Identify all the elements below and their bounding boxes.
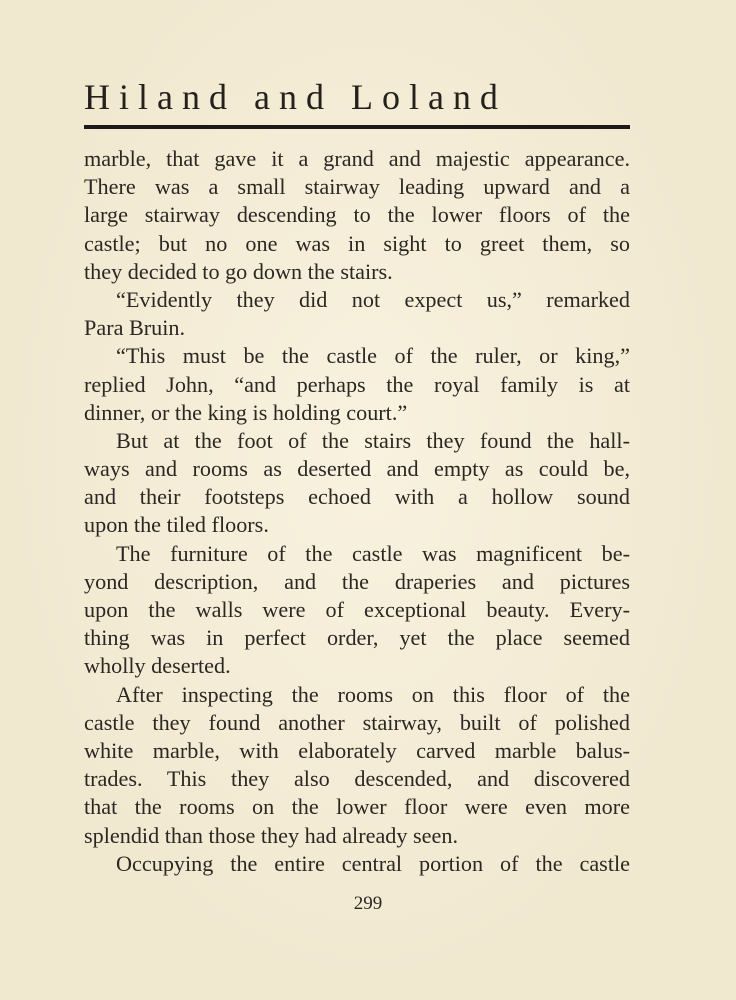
text-line: upon the tiled floors. [84,512,269,538]
text-line: and their footsteps echoed with a hollow sound [84,484,630,510]
text-line: There was a small stairway leading upward and a [84,174,630,200]
page-number: 299 [353,893,383,914]
text-line: Para Bruin. [84,315,186,341]
text-line: they decided to go down the stairs. [84,258,393,284]
text-line: dinner, or the king is holding court.” [84,399,408,425]
text-line: wholly deserted. [84,653,231,679]
text-line: thing was in perfect order, yet the place seemed [84,625,630,651]
text-line: white marble, with elaborately carved marble balus- [84,737,630,763]
text-line: “Evidently they did not expect us,” remarked [116,286,630,312]
text-line: splendid than those they had already seen. [84,822,458,848]
text-line: upon the walls were of exceptional beauty. Every- [84,597,630,622]
text-line: Occupying the entire central portion of the castle [116,850,630,876]
text-line: trades. This they also descended, and discovered [84,766,630,792]
text-line: “This must be the castle of the ruler, or king,” [116,343,630,369]
text-line: After inspecting the rooms on this floor of the [116,681,630,707]
text-line: yond description, and the draperies and pictures [84,568,630,594]
text-line: replied John, “and perhaps the royal family is at [84,371,630,397]
running-head: Hiland and Loland [84,77,507,117]
text-line: The furniture of the castle was magnificent be- [116,540,630,566]
text-line: ways and rooms as deserted and empty as could be, [84,456,630,482]
text-line: large stairway descending to the lower floors of the [84,202,630,228]
body-text [84,145,630,878]
text-line: that the rooms on the lower floor were even more [84,794,630,820]
text-line: castle they found another stairway, built of polished [84,709,630,735]
text-line: marble, that gave it a grand and majestic appearance. [84,146,630,171]
header-rule [84,125,630,129]
text-line: castle; but no one was in sight to greet them, so [84,230,630,256]
text-line: But at the foot of the stairs they found the hall- [116,427,630,453]
